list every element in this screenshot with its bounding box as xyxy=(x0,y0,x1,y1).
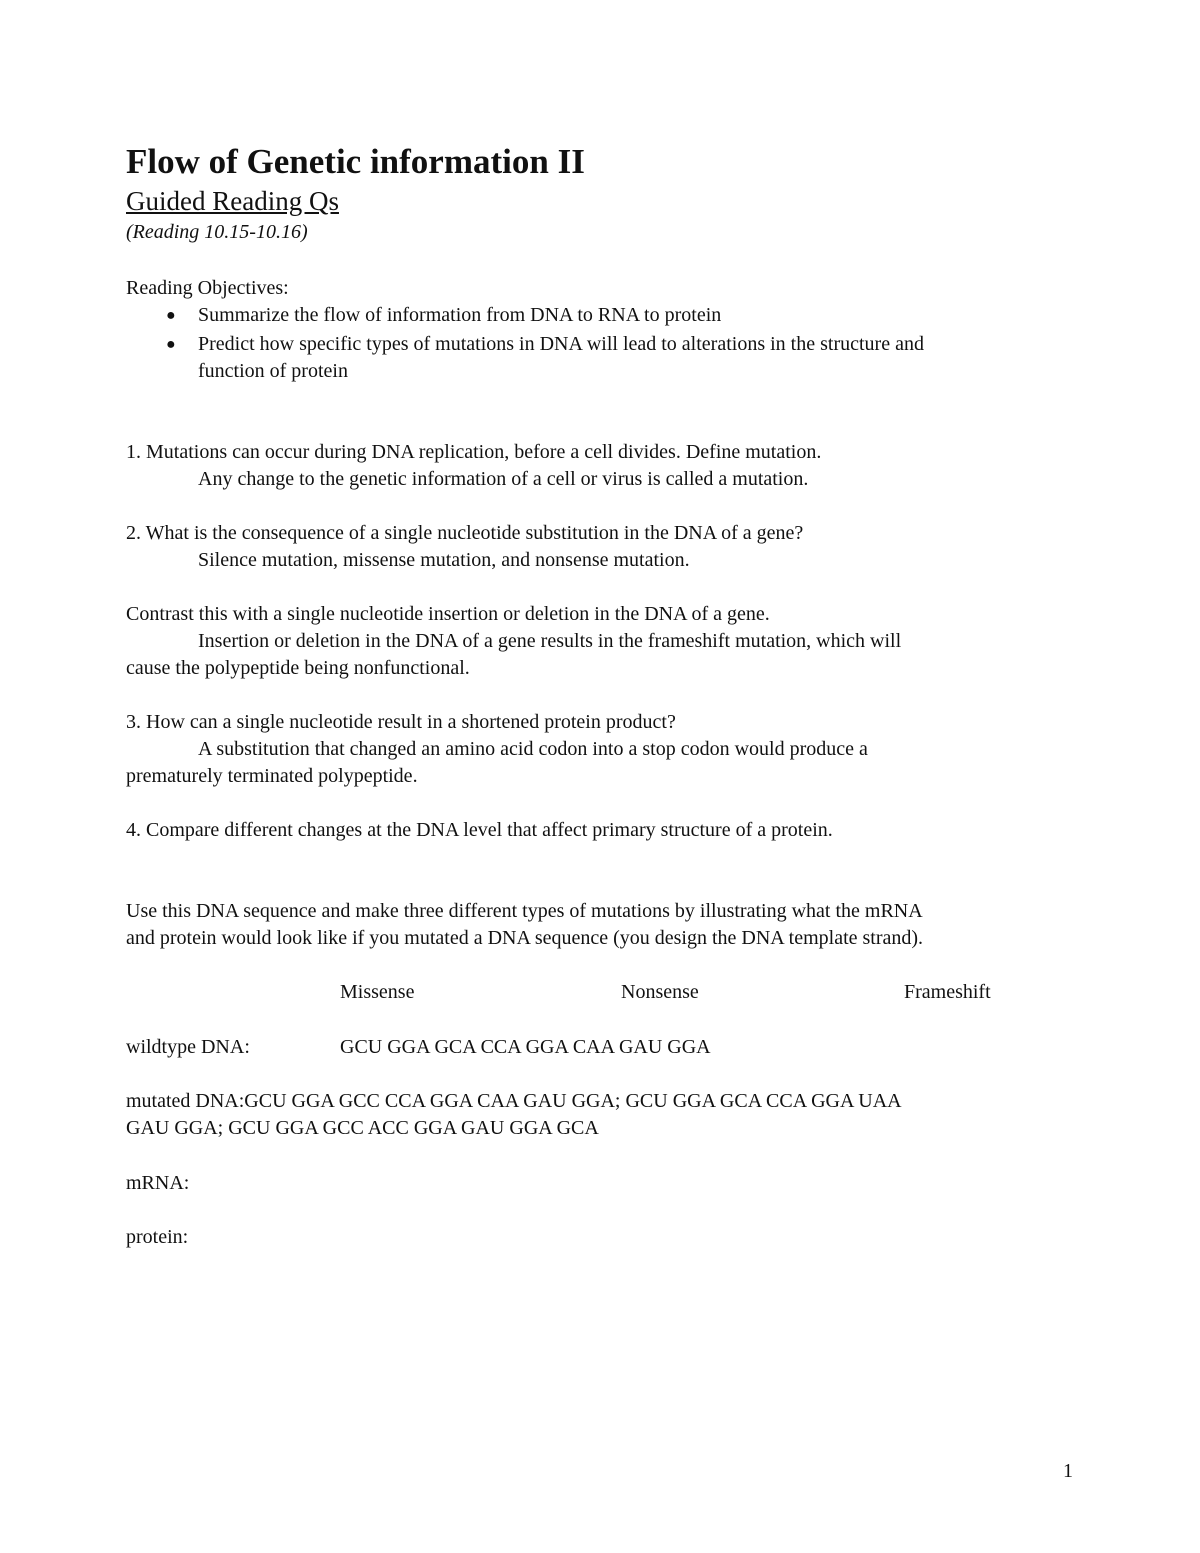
mrna-label: mRNA: xyxy=(126,1172,190,1194)
question-3: 3. How can a single nucleotide result in a shortened protein product? xyxy=(126,711,676,733)
bullet-icon: ● xyxy=(166,336,176,353)
question-2: 2. What is the consequence of a single nucleotide substitution in the DNA of a gene? xyxy=(126,522,804,544)
question-2-contrast: Contrast this with a single nucleotide insertion or deletion in the DNA of a gene. xyxy=(126,603,770,625)
answer-2-contrast-line-2: cause the polypeptide being nonfunctional. xyxy=(126,657,470,679)
mutated-dna-line-1: mutated DNA:GCU GGA GCC CCA GGA CAA GAU GGA; GCU GGA GCA CCA GGA UAA xyxy=(126,1090,902,1112)
column-header-nonsense: Nonsense xyxy=(621,981,699,1003)
page-title: Flow of Genetic information II xyxy=(126,142,585,181)
page-number: 1 xyxy=(1063,1460,1073,1482)
answer-2-contrast-line-1: Insertion or deletion in the DNA of a gene results in the frameshift mutation, which will xyxy=(198,630,902,652)
column-header-frameshift: Frameshift xyxy=(904,981,991,1003)
page-subtitle: Guided Reading Qs xyxy=(126,186,339,216)
answer-2: Silence mutation, missense mutation, and nonsense mutation. xyxy=(198,549,690,571)
wildtype-dna-sequence: GCU GGA GCA CCA GGA CAA GAU GGA xyxy=(340,1036,711,1058)
objective-item-1: Summarize the flow of information from DNA to RNA to protein xyxy=(198,304,722,326)
column-header-missense: Missense xyxy=(340,981,415,1003)
objective-item-2-line-2: function of protein xyxy=(198,360,348,382)
bullet-icon: ● xyxy=(166,307,176,324)
objective-item-2-line-1: Predict how specific types of mutations in DNA will lead to alterations in the structure and xyxy=(198,333,924,355)
wildtype-dna-label: wildtype DNA: xyxy=(126,1036,250,1058)
answer-1: Any change to the genetic information of a cell or virus is called a mutation. xyxy=(198,468,809,490)
reading-reference: (Reading 10.15-10.16) xyxy=(126,221,308,243)
protein-label: protein: xyxy=(126,1226,189,1248)
question-4: 4. Compare different changes at the DNA level that affect primary structure of a protein. xyxy=(126,819,833,841)
exercise-instructions-line-1: Use this DNA sequence and make three different types of mutations by illustrating what the mRNA xyxy=(126,900,923,922)
exercise-instructions-line-2: and protein would look like if you mutated a DNA sequence (you design the DNA template strand). xyxy=(126,927,924,949)
answer-3-line-2: prematurely terminated polypeptide. xyxy=(126,765,418,787)
question-1: 1. Mutations can occur during DNA replication, before a cell divides. Define mutation. xyxy=(126,441,822,463)
mutated-dna-line-2: GAU GGA; GCU GGA GCC ACC GGA GAU GGA GCA xyxy=(126,1117,599,1139)
objectives-heading: Reading Objectives: xyxy=(126,277,289,299)
answer-3-line-1: A substitution that changed an amino acid codon into a stop codon would produce a xyxy=(198,738,868,760)
